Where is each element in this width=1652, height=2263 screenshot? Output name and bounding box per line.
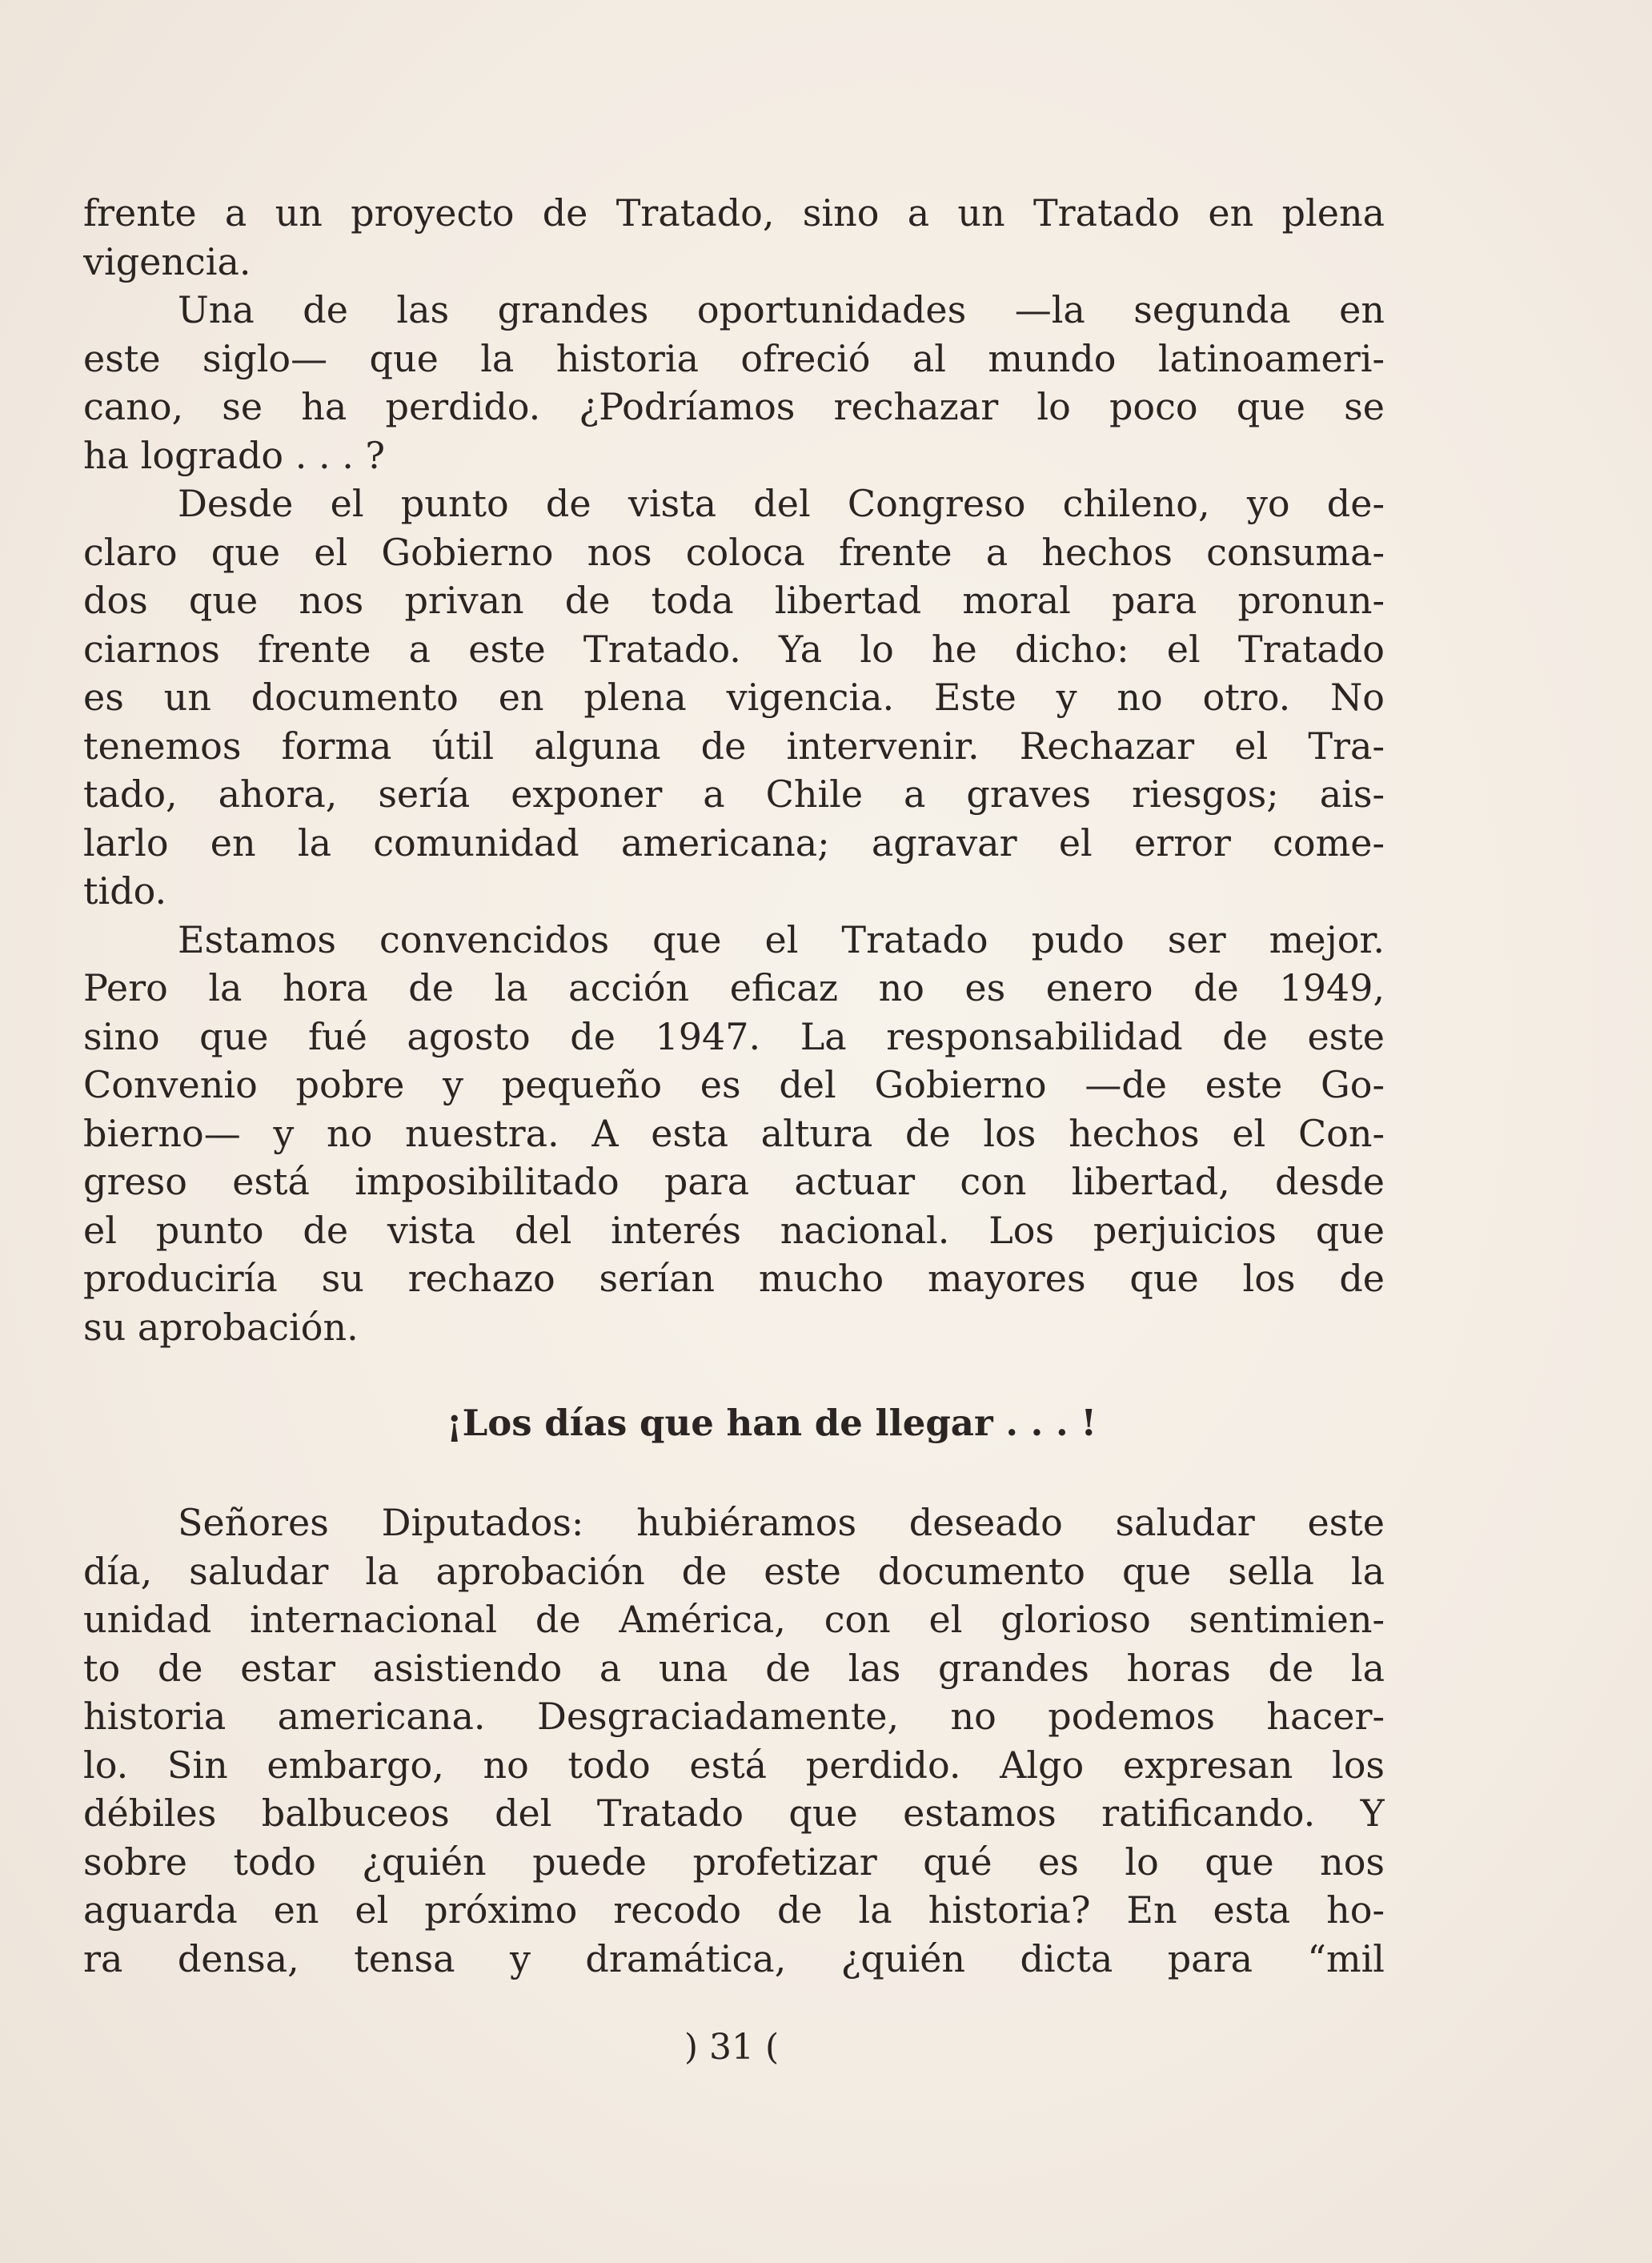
text-line: tido. — [83, 869, 167, 913]
text-line: larlo en la comunidad americana; agravar el error come- — [83, 821, 1385, 865]
text-line: Una de las grandes oportunidades —la segunda en — [178, 288, 1385, 331]
body-text-bottom — [83, 1499, 1385, 1983]
text-line: sobre todo ¿quién puede profetizar qué es lo que nos — [83, 1840, 1385, 1884]
text-line: el punto de vista del interés nacional. Los perjuicios que — [83, 1208, 1385, 1252]
text-line: aguarda en el próximo recodo de la historia? En esta ho- — [83, 1888, 1385, 1932]
page-number-text: ) 31 ( — [684, 2027, 780, 2068]
text-line: produciría su rechazo serían mucho mayores que los de — [83, 1257, 1385, 1300]
text-line: sino que fué agosto de 1947. La responsabilidad de este — [83, 1014, 1385, 1058]
text-line: tenemos forma útil alguna de intervenir. Rechazar el Tra- — [83, 724, 1385, 768]
text-line: historia americana. Desgraciadamente, no podemos hacer- — [83, 1695, 1385, 1738]
text-line: tado, ahora, sería exponer a Chile a graves riesgos; ais- — [83, 772, 1385, 816]
text-line: vigencia. — [83, 239, 251, 283]
text-line: Estamos convencidos que el Tratado pudo ser mejor. — [178, 917, 1385, 961]
text-line: frente a un proyecto de Tratado, sino a un Tratado en plena — [83, 191, 1385, 235]
text-line: débiles balbuceos del Tratado que estamos ratificando. Y — [83, 1792, 1385, 1835]
text-line: to de estar asistiendo a una de las grandes horas de la — [83, 1646, 1385, 1690]
text-line: ra densa, tensa y dramática, ¿quién dicta para “mil — [83, 1936, 1385, 1980]
text-line: ha logrado . . . ? — [83, 433, 386, 477]
text-line: lo. Sin embargo, no todo está perdido. Algo expresan los — [83, 1743, 1385, 1787]
text-line: Señores Diputados: hubiéramos deseado saludar este — [178, 1501, 1385, 1544]
section-heading-text: ¡Los días que han de llegar . . . ! — [446, 1402, 1097, 1444]
text-line: ciarnos frente a este Tratado. Ya lo he dicho: el Tratado — [83, 627, 1385, 671]
text-line: día, saludar la aprobación de este documento que sella la — [83, 1549, 1385, 1593]
section-heading — [0, 1399, 1652, 1447]
text-line: claro que el Gobierno nos coloca frente a hechos consuma- — [83, 530, 1385, 574]
text-line: Pero la hora de la acción eficaz no es enero de 1949, — [83, 966, 1385, 1009]
text-line: Desde el punto de vista del Congreso chileno, yo de- — [178, 482, 1385, 525]
text-line: Convenio pobre y pequeño es del Gobierno —de este Go- — [83, 1063, 1385, 1106]
text-line: es un documento en plena vigencia. Este y no otro. No — [83, 676, 1385, 719]
text-line: bierno— y no nuestra. A esta altura de los hechos el Con- — [83, 1111, 1385, 1155]
text-line: greso está imposibilitado para actuar con libertad, desde — [83, 1160, 1385, 1203]
text-line: su aprobación. — [83, 1305, 359, 1349]
text-line: cano, se ha perdido. ¿Podríamos rechazar lo poco que se — [83, 385, 1385, 428]
text-line: dos que nos privan de toda libertad moral para pronun- — [83, 579, 1385, 622]
text-line: unidad internacional de América, con el glorioso sentimien- — [83, 1598, 1385, 1641]
body-text-top — [83, 189, 1385, 1351]
page-number — [0, 2024, 1652, 2072]
text-line: este siglo— que la historia ofreció al mundo latinoameri- — [83, 336, 1385, 380]
